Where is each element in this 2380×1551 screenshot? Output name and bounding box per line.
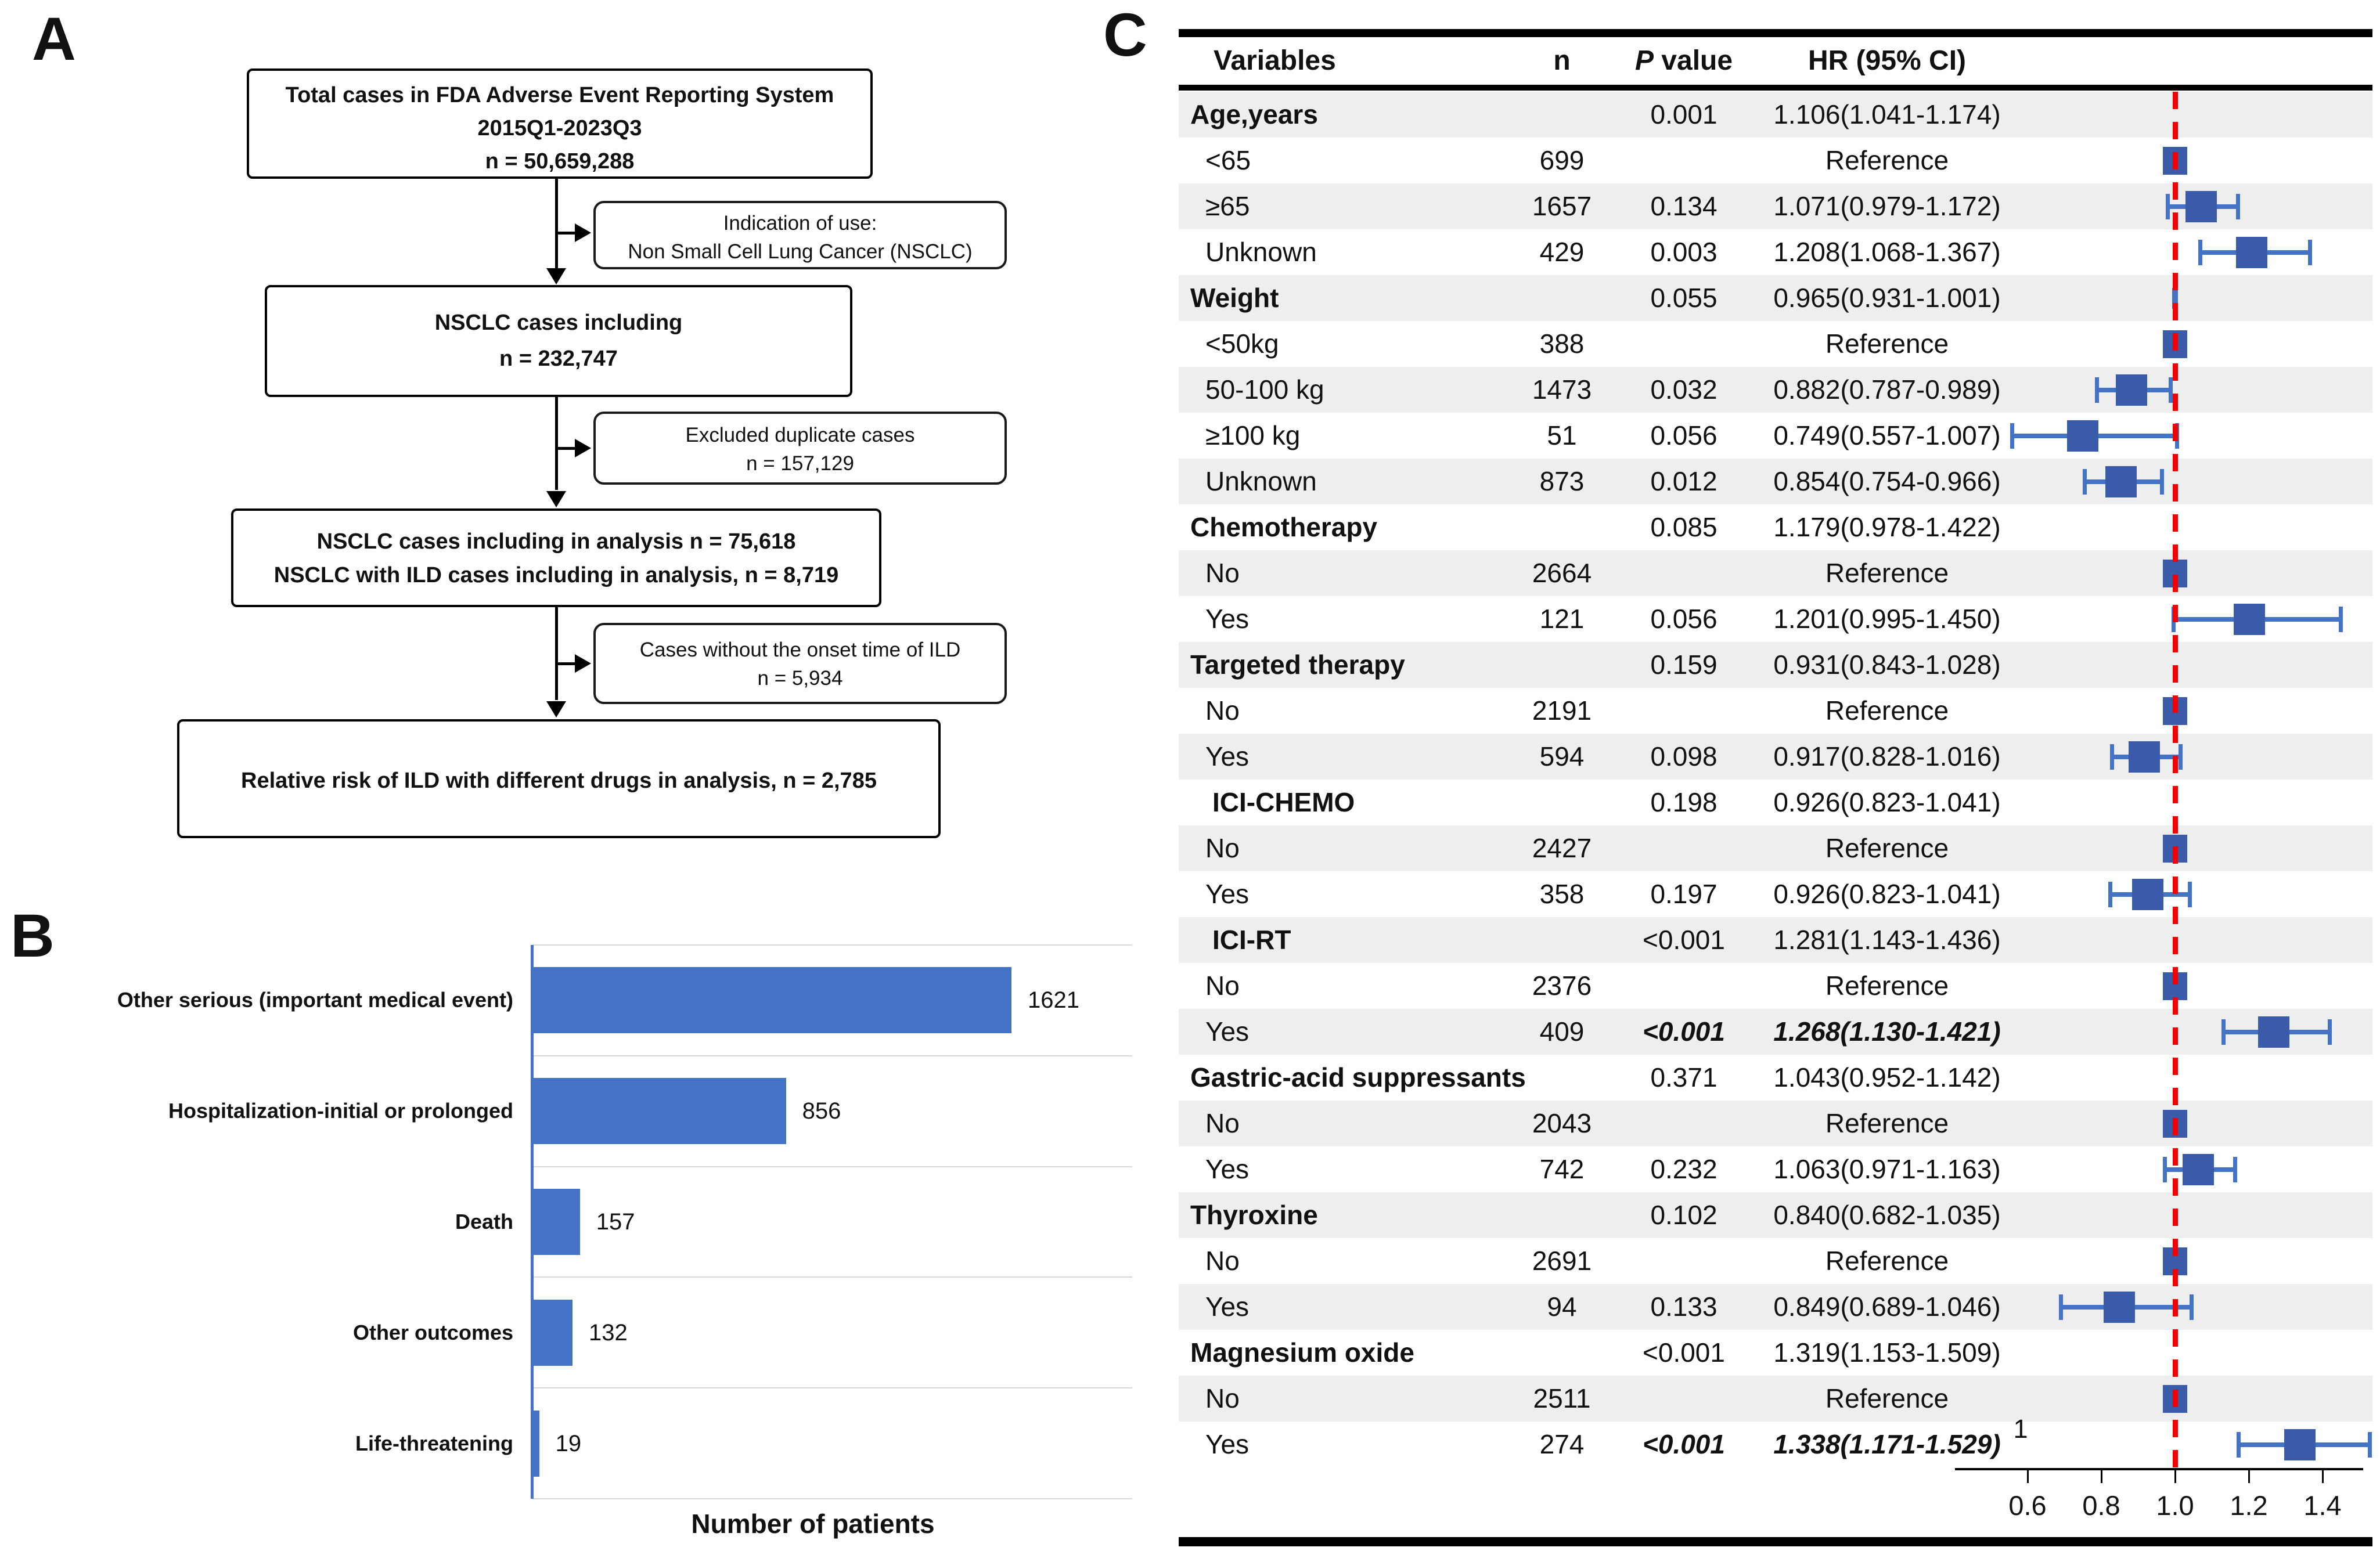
table-cell-variable: Unknown (1205, 237, 1317, 267)
forest-x-axis-tick-label: 1.4 (2303, 1490, 2342, 1521)
bar (534, 967, 1011, 1033)
gridline (532, 1166, 1132, 1167)
table-cell-hr: Reference (1825, 971, 1949, 1001)
bar (534, 1078, 786, 1144)
table-cell-p: <0.001 (1643, 1429, 1725, 1459)
flow-box-nsclc-cases (265, 285, 852, 397)
table-cell-variable: Unknown (1205, 466, 1317, 496)
arrow-right-icon (575, 654, 591, 673)
table-cell-n: 1473 (1532, 374, 1592, 405)
bar-category-label: Hospitalization-initial or prolonged (168, 1099, 513, 1123)
flow-sidebox-onset-line2: n = 5,934 (757, 667, 843, 690)
forest-x-axis-tick-label: 0.8 (2082, 1490, 2120, 1521)
table-cell-hr: 0.965(0.931-1.001) (1773, 283, 2001, 313)
arrow-down-icon (546, 701, 566, 717)
gridline (532, 1055, 1132, 1056)
bar-value-label: 856 (802, 1098, 841, 1124)
table-cell-hr: Reference (1825, 695, 1949, 726)
table-cell-n: 121 (1539, 604, 1585, 634)
bar (534, 1411, 539, 1477)
table-cell-n: 94 (1547, 1292, 1577, 1322)
table-cell-n: 388 (1539, 329, 1585, 359)
forest-reference-line (2173, 92, 2178, 1468)
forest-hr-square (2116, 374, 2147, 406)
table-cell-n: 429 (1539, 237, 1585, 267)
table-cell-hr: Reference (1825, 329, 1949, 359)
table-cell-hr: 1.106(1.041-1.174) (1773, 99, 2001, 129)
flow-connector-line (555, 607, 558, 700)
table-cell-p: 0.102 (1650, 1200, 1718, 1230)
table-header-variables: Variables (1214, 45, 1336, 76)
gridline (532, 1498, 1132, 1499)
forest-hr-square (2067, 420, 2098, 452)
table-cell-p: 0.133 (1650, 1292, 1718, 1322)
table-header-p-rest: value (1653, 45, 1733, 76)
arrow-down-icon (546, 491, 566, 507)
table-cell-variable: No (1205, 1246, 1240, 1276)
flow-sidebox-indication (593, 201, 1007, 269)
table-cell-variable: Chemotherapy (1190, 512, 1378, 542)
forest-x-axis-tick (2174, 1468, 2176, 1483)
table-cell-variable: Yes (1205, 741, 1250, 771)
table-cell-hr: 1.281(1.143-1.436) (1773, 925, 2001, 955)
flow-sidebox-duplicates-line2: n = 157,129 (746, 452, 854, 475)
table-cell-variable: Yes (1205, 1429, 1250, 1459)
bar-value-label: 19 (555, 1430, 582, 1456)
table-cell-variable: <65 (1205, 145, 1251, 175)
table-cell-variable: ≥100 kg (1205, 420, 1301, 450)
flow-connector-line (555, 662, 576, 665)
forest-ci-cap-left (2237, 1432, 2241, 1458)
table-cell-hr: 0.931(0.843-1.028) (1773, 650, 2001, 680)
table-cell-hr: Reference (1825, 833, 1949, 863)
table-cell-n: 699 (1539, 145, 1585, 175)
forest-hr-square (2132, 879, 2163, 910)
table-cell-hr: 1.071(0.979-1.172) (1773, 191, 2001, 221)
table-cell-variable: No (1205, 833, 1240, 863)
table-cell-variable: No (1205, 971, 1240, 1001)
flow-connector-line (555, 447, 576, 450)
flow-connector-line (555, 397, 558, 490)
table-header-p-value (1614, 42, 1754, 80)
forest-ci-cap-left (2166, 194, 2170, 219)
table-cell-variable: Yes (1205, 1016, 1250, 1047)
table-cell-p: 0.032 (1650, 374, 1718, 405)
forest-ci-cap-left (2163, 1157, 2167, 1182)
table-cell-variable: Yes (1205, 1154, 1250, 1184)
flow-box-total-line1: Total cases in FDA Adverse Event Reporting System (285, 83, 834, 107)
table-cell-n: 873 (1539, 466, 1585, 496)
table-cell-variable: ICI-CHEMO (1212, 787, 1355, 817)
forest-ci-cap-left (2198, 240, 2202, 265)
forest-hr-square (2185, 191, 2217, 222)
forest-x-axis-tick-label: 0.6 (2008, 1490, 2047, 1521)
panel-a-label: A (32, 5, 76, 73)
table-cell-variable: <50kg (1205, 329, 1279, 359)
table-cell-n: 1657 (1532, 191, 1592, 221)
flow-box-total-line2: 2015Q1-2023Q3 (477, 116, 642, 140)
table-cell-variable: Targeted therapy (1190, 650, 1405, 680)
table-cell-hr: 1.063(0.971-1.163) (1773, 1154, 2001, 1184)
flow-sidebox-onset-line1: Cases without the onset time of ILD (639, 639, 961, 661)
table-cell-variable: Weight (1190, 283, 1279, 313)
table-cell-hr: Reference (1825, 1383, 1949, 1413)
table-cell-p: <0.001 (1643, 1337, 1725, 1368)
bar-value-label: 157 (596, 1209, 635, 1235)
table-cell-variable: No (1205, 695, 1240, 726)
table-cell-hr: 1.268(1.130-1.421) (1773, 1016, 2001, 1047)
table-cell-variable: Age,years (1190, 99, 1318, 129)
flow-box-nsclc-line1: NSCLC cases including (434, 311, 683, 335)
table-cell-hr: Reference (1825, 1246, 1949, 1276)
table-top-rule (1179, 29, 2372, 37)
table-cell-variable: Yes (1205, 604, 1250, 634)
flow-box-analysis (231, 508, 881, 607)
gridline (532, 944, 1132, 946)
forest-ci-cap-right (2179, 744, 2183, 770)
table-cell-p: 0.056 (1650, 604, 1718, 634)
table-cell-n: 358 (1539, 879, 1585, 909)
bar-category-label: Life-threatening (355, 1431, 513, 1455)
table-cell-n: 409 (1539, 1016, 1585, 1047)
panel-c-label: C (1103, 1, 1147, 69)
forest-hr-square (2258, 1016, 2289, 1048)
forest-hr-square (2234, 604, 2265, 635)
forest-hr-square (2284, 1429, 2316, 1460)
table-header-hr: HR (95% CI) (1807, 45, 1967, 76)
panel-b-label: B (10, 902, 55, 970)
table-cell-p: 0.232 (1650, 1154, 1718, 1184)
gridline (532, 1276, 1132, 1278)
table-cell-hr: Reference (1825, 558, 1949, 588)
gridline (532, 1387, 1132, 1388)
forest-x-axis-tick-label: 1.0 (2156, 1490, 2194, 1521)
forest-axis-stray-label: 1 (2013, 1414, 2028, 1444)
bar-category-label: Death (455, 1210, 513, 1233)
table-cell-p: 0.159 (1650, 650, 1718, 680)
table-cell-p: 0.197 (1650, 879, 1718, 909)
table-cell-p: 0.001 (1650, 99, 1718, 129)
flow-box-relative-risk (177, 719, 941, 838)
forest-hr-square (2129, 741, 2160, 773)
bar-category-label: Other outcomes (352, 1320, 513, 1344)
table-cell-n: 742 (1539, 1154, 1585, 1184)
flow-box-nsclc-line2: n = 232,747 (499, 347, 618, 371)
flow-sidebox-duplicates-line1: Excluded duplicate cases (685, 424, 915, 446)
forest-ci-cap-right (2328, 1019, 2332, 1045)
table-cell-n: 2376 (1532, 971, 1592, 1001)
table-cell-hr: 0.917(0.828-1.016) (1773, 741, 2001, 771)
table-cell-hr: 1.319(1.153-1.509) (1773, 1337, 2001, 1368)
flow-box-analysis-line2: NSCLC with ILD cases including in analysis, n = 8,719 (273, 563, 839, 587)
table-cell-n: 2511 (1533, 1383, 1591, 1413)
table-cell-variable: 50-100 kg (1205, 374, 1324, 405)
forest-ci-cap-left (2221, 1019, 2226, 1045)
table-cell-n: 274 (1539, 1429, 1585, 1459)
forest-x-axis-tick (2027, 1468, 2029, 1483)
table-cell-variable: Gastric-acid suppressants (1190, 1062, 1526, 1092)
table-cell-p: 0.085 (1650, 512, 1718, 542)
flow-connector-line (555, 232, 576, 235)
table-cell-hr: 0.882(0.787-0.989) (1773, 374, 2001, 405)
table-bottom-rule (1179, 1537, 2372, 1546)
table-cell-n: 2664 (1532, 558, 1592, 588)
table-cell-variable: Yes (1205, 879, 1250, 909)
table-header-n: n (1553, 45, 1571, 76)
forest-ci-cap-left (2108, 882, 2112, 907)
table-cell-variable: Yes (1205, 1292, 1250, 1322)
table-cell-variable: Magnesium oxide (1190, 1337, 1414, 1368)
table-cell-hr: 1.338(1.171-1.529) (1773, 1429, 2001, 1459)
forest-ci-cap-left (2010, 423, 2014, 449)
table-cell-hr: 1.201(0.995-1.450) (1773, 604, 2001, 634)
table-cell-n: 51 (1547, 420, 1577, 450)
forest-ci-cap-right (2236, 194, 2240, 219)
table-cell-n: 2191 (1532, 695, 1592, 726)
flow-box-total-line3: n = 50,659,288 (485, 149, 635, 174)
table-cell-variable: Thyroxine (1190, 1200, 1318, 1230)
bar (534, 1300, 573, 1366)
table-cell-hr: 0.849(0.689-1.046) (1773, 1292, 2001, 1322)
forest-x-axis-tick (2248, 1468, 2250, 1483)
flow-sidebox-indication-line1: Indication of use: (723, 212, 877, 235)
forest-ci-cap-left (2059, 1294, 2063, 1320)
table-cell-hr: 0.926(0.823-1.041) (1773, 787, 2001, 817)
bar-value-label: 132 (589, 1319, 628, 1346)
forest-hr-square (2104, 1292, 2135, 1323)
table-cell-p: 0.098 (1650, 741, 1718, 771)
table-cell-n: 2043 (1532, 1108, 1592, 1138)
forest-hr-square (2105, 466, 2137, 497)
forest-ci-cap-right (2339, 607, 2343, 632)
forest-ci-cap-right (2233, 1157, 2237, 1182)
forest-ci-cap-left (2095, 377, 2099, 403)
table-cell-hr: 0.749(0.557-1.007) (1773, 420, 2001, 450)
table-cell-p: 0.012 (1650, 466, 1718, 496)
table-cell-hr: 1.043(0.952-1.142) (1773, 1062, 2001, 1092)
forest-x-axis-line (1955, 1468, 2363, 1470)
table-cell-hr: 1.179(0.978-1.422) (1773, 512, 2001, 542)
table-cell-hr: 1.208(1.068-1.367) (1773, 237, 2001, 267)
arrow-down-icon (546, 268, 566, 284)
forest-ci-cap-right (2160, 469, 2164, 495)
flow-sidebox-duplicates (593, 412, 1007, 485)
forest-x-axis-tick-label: 1.2 (2230, 1490, 2268, 1521)
forest-ci-cap-right (2368, 1432, 2372, 1458)
table-cell-variable: No (1205, 1383, 1240, 1413)
forest-hr-square (2183, 1154, 2214, 1185)
forest-hr-square (2236, 237, 2267, 268)
flow-sidebox-indication-line2: Non Small Cell Lung Cancer (NSCLC) (628, 240, 973, 263)
table-cell-p: 0.198 (1650, 787, 1718, 817)
table-header-rule (1179, 85, 2372, 91)
forest-ci-cap-left (2083, 469, 2087, 495)
table-cell-hr: 0.840(0.682-1.035) (1773, 1200, 2001, 1230)
table-cell-p: <0.001 (1643, 925, 1725, 955)
table-header-p-italic: P (1634, 45, 1654, 76)
forest-x-axis-tick (2101, 1468, 2102, 1483)
table-cell-variable: No (1205, 558, 1240, 588)
forest-x-axis-tick (2322, 1468, 2324, 1483)
forest-ci-cap-right (2190, 1294, 2194, 1320)
forest-ci-cap-left (2110, 744, 2114, 770)
flow-box-total-cases (247, 68, 873, 179)
table-cell-hr: 0.854(0.754-0.966) (1773, 466, 2001, 496)
table-cell-hr: Reference (1825, 145, 1949, 175)
flow-box-analysis-line1: NSCLC cases including in analysis n = 75,618 (316, 529, 796, 554)
table-cell-p: 0.134 (1650, 191, 1718, 221)
table-cell-variable: ≥65 (1205, 191, 1250, 221)
arrow-right-icon (575, 439, 591, 457)
table-cell-n: 2427 (1532, 833, 1592, 863)
table-cell-variable: ICI-RT (1212, 925, 1291, 955)
bar-chart-x-axis-title: Number of patients (691, 1509, 935, 1539)
forest-ci-cap-right (2308, 240, 2312, 265)
table-cell-n: 2691 (1532, 1246, 1592, 1276)
table-cell-p: 0.056 (1650, 420, 1718, 450)
table-cell-n: 594 (1539, 741, 1585, 771)
table-cell-p: 0.371 (1650, 1062, 1718, 1092)
flow-box-relative-risk-line1: Relative risk of ILD with different drugs in analysis, n = 2,785 (241, 769, 877, 793)
arrow-right-icon (575, 223, 591, 242)
table-cell-p: 0.003 (1650, 237, 1718, 267)
bar-value-label: 1621 (1027, 987, 1079, 1013)
flow-connector-line (555, 179, 558, 269)
bar-category-label: Other serious (important medical event) (117, 988, 513, 1012)
table-cell-hr: 0.926(0.823-1.041) (1773, 879, 2001, 909)
forest-ci-cap-right (2188, 882, 2192, 907)
bar (534, 1189, 580, 1255)
flow-sidebox-onset (593, 623, 1007, 704)
table-cell-hr: Reference (1825, 1108, 1949, 1138)
table-cell-p: 0.055 (1650, 283, 1718, 313)
table-cell-variable: No (1205, 1108, 1240, 1138)
table-cell-p: <0.001 (1643, 1016, 1725, 1047)
